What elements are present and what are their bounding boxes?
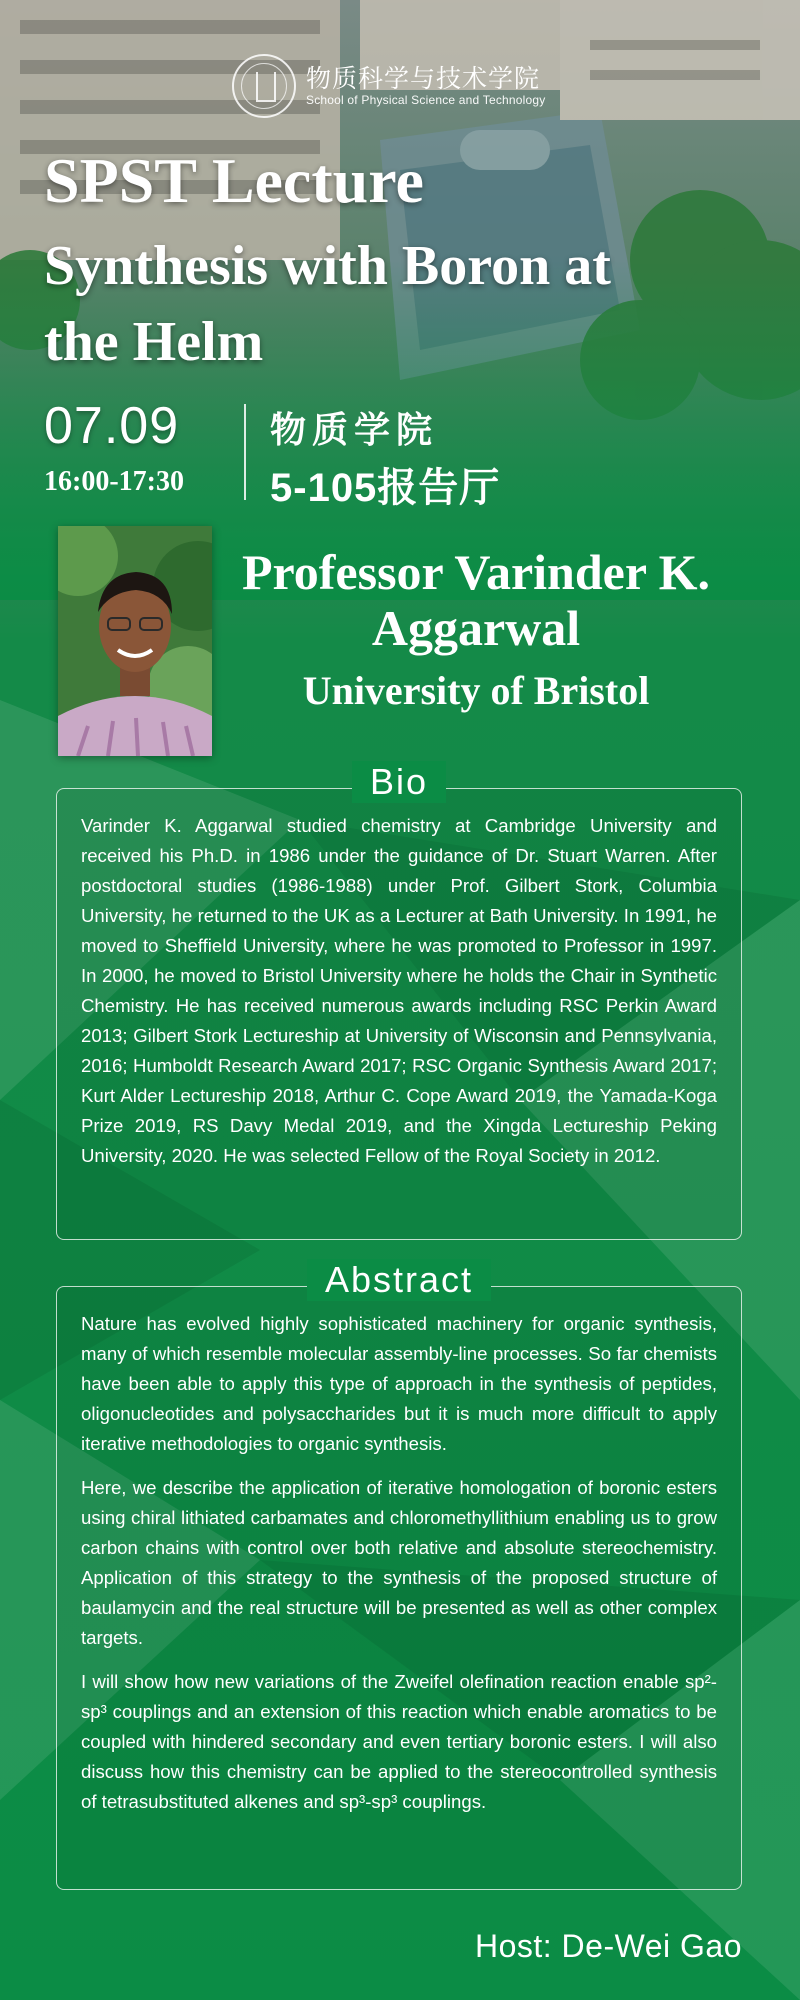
venue-room: 5-105报告厅 <box>270 466 501 510</box>
university-seal-icon <box>232 54 296 118</box>
divider <box>244 404 246 500</box>
bio-heading: Bio <box>352 761 446 803</box>
abstract-paragraph: Here, we describe the application of iterative homologation of boronic esters using chiral lithiated carbamates and chloromethyllithium enabling us to grow carbon chains with control over both relative and absolute stereochemistry. Application of this strategy to the synthesis of the proposed structure of baulamycin and the real structure will be presented as well as other complex targets. <box>81 1477 717 1648</box>
lecture-date: 07.09 <box>44 397 180 455</box>
speaker-affiliation: University of Bristol <box>302 668 650 713</box>
school-name-cn: 物质科学与技术学院 <box>306 64 541 93</box>
bio-section <box>56 761 742 1240</box>
speaker-photo <box>58 526 212 756</box>
abstract-heading: Abstract <box>307 1259 491 1301</box>
school-name-en: School of Physical Science and Technology <box>306 93 546 107</box>
school-logo <box>232 54 545 118</box>
lecture-series: SPST Lecture <box>44 145 424 216</box>
abstract-section <box>56 1259 742 1890</box>
abstract-paragraph: Nature has evolved highly sophisticated machinery for organic synthesis, many of which resemble molecular assembly-line processes. So far chemists have been able to apply this type of approach in the synthesis of peptides, oligonucleotides and polysaccharides but it is much more difficult to apply iterative methodologies to organic synthesis. <box>81 1313 717 1454</box>
venue-building: 物质学院 <box>270 409 439 450</box>
lecture-time: 16:00-17:30 <box>44 466 184 497</box>
bio-text: Varinder K. Aggarwal studied chemistry at Cambridge University and received his Ph.D. in 1986 under the guidance of Dr. Stuart Warren. After postdoctoral studies (1986-1988) under Prof. Gilbert Stork, Columbia University, he returned to the UK as a Lecturer at Bath University. In 1991, he moved to Sheffield University, where he was promoted to Professor in 1997. In 2000, he moved to Bristol University where he holds the Chair in Synthetic Chemistry. He has received numerous awards including RSC Perkin Award 2013; Gilbert Stork Lectureship at University of Wisconsin and Pennsylvania, 2016; Humboldt Research Award 2017; RSC Organic Synthesis Award 2017; Kurt Alder Lectureship 2018, Arthur C. Cope Award 2019, the Yamada-Koga Prize 2019, RS Davy Medal 2019, and the Xingda Lectureship Peking University, 2020. He was selected Fellow of the Royal Society in 2012. <box>81 815 717 1166</box>
speaker-name: Professor Varinder K. Aggarwal <box>241 544 711 656</box>
lecture-title: Synthesis with Boron at the Helm <box>44 235 611 373</box>
abstract-paragraph: I will show how new variations of the Zweifel olefination reaction enable sp²-sp³ couplings and an extension of this reaction which enable aromatics to be coupled with hindered secondary and even tertiary boronic esters. I will also discuss how this chemistry can be applied to the stereocontrolled synthesis of tetrasubstituted alkenes and sp³-sp³ couplings. <box>81 1671 717 1812</box>
host-line: Host: De-Wei Gao <box>474 1928 742 1964</box>
